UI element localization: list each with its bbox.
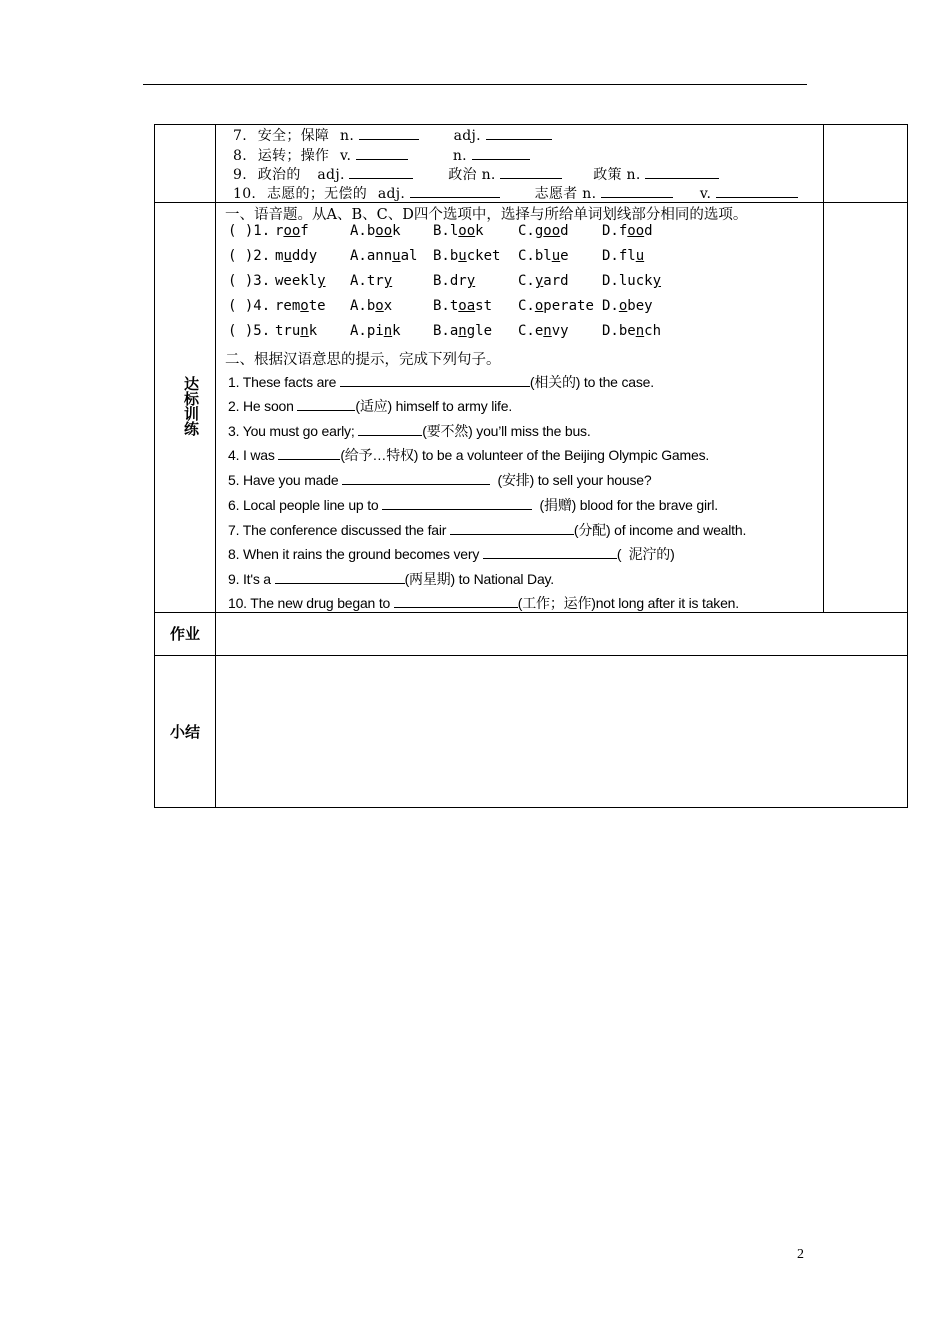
phonetic-question	[0, 248, 700, 268]
sentence-text: 8. When it rains the ground becomes very	[228, 546, 483, 562]
option-a	[350, 248, 417, 264]
underlined-part: o	[375, 298, 384, 314]
underlined-part: o	[618, 298, 628, 314]
word-part: x	[383, 298, 393, 314]
underlined-part: oo	[283, 223, 301, 239]
answer-blank[interactable]	[297, 397, 355, 411]
option-b	[433, 223, 484, 239]
word-part: C.	[518, 298, 535, 314]
underlined-part: u	[635, 248, 645, 264]
word-part: gle	[466, 323, 493, 339]
underlined-part: y	[466, 273, 476, 289]
underlined-part: n	[543, 323, 552, 339]
underlined-part: n	[458, 323, 467, 339]
option-c	[518, 323, 569, 339]
word-part: D.fl	[602, 248, 636, 264]
page-number: 2	[797, 1247, 804, 1262]
question-number: ( )3.	[228, 273, 271, 289]
word-part: cket	[466, 248, 501, 264]
underlined-part: o	[534, 298, 544, 314]
option-c	[518, 223, 569, 239]
sentence-text: 6. Local people line up to	[228, 497, 383, 513]
chinese-hint: (两星期)	[404, 571, 455, 587]
word-part: D.	[602, 298, 619, 314]
vocab-blank	[716, 184, 798, 198]
vocab-line-9	[233, 164, 719, 184]
sentence-text: 2. He soon	[228, 398, 298, 414]
word-part: weekl	[275, 273, 318, 289]
sentence-item	[228, 544, 675, 564]
extra-cell-vocab	[823, 124, 908, 203]
sentence-item	[228, 445, 709, 465]
given-word	[275, 223, 309, 239]
content-cell-homework	[215, 612, 908, 656]
question-number: ( )1.	[228, 223, 271, 239]
word-part: bey	[627, 298, 653, 314]
summary-label: 小结	[169, 723, 200, 741]
given-word	[275, 298, 326, 314]
vocab-pos: 政治 n.	[448, 167, 496, 183]
answer-blank[interactable]	[483, 545, 617, 559]
answer-blank[interactable]	[450, 521, 574, 535]
vocab-pos: n.	[452, 148, 467, 164]
chinese-hint: ( 泥泞的)	[616, 546, 675, 562]
question-number: ( )5.	[228, 323, 271, 339]
word-part: A.ann	[350, 248, 393, 264]
word-part: A.pi	[350, 323, 384, 339]
given-word	[275, 273, 326, 289]
underlined-part: y	[383, 273, 393, 289]
vocab-pos: adj.	[377, 186, 406, 202]
word-part: perate	[543, 298, 594, 314]
sentence-item	[228, 421, 591, 441]
answer-blank[interactable]	[382, 496, 532, 510]
word-part: ard	[543, 273, 569, 289]
chinese-hint: (安排)	[490, 472, 535, 488]
word-part: B.a	[433, 323, 459, 339]
word-part: B.dr	[433, 273, 467, 289]
word-part: al	[400, 248, 418, 264]
vocab-pos: adj.	[453, 128, 481, 144]
option-a	[350, 273, 392, 289]
underlined-part: y	[317, 273, 326, 289]
sentence-text: 10. The new drug began to	[228, 595, 394, 611]
answer-blank[interactable]	[278, 446, 340, 460]
underlined-part: oo	[375, 223, 393, 239]
chinese-hint: (捐赠)	[532, 497, 577, 513]
sentence-text: blood for the brave girl.	[576, 497, 718, 513]
vocab-blank	[356, 146, 408, 160]
vocab-blank	[486, 126, 552, 140]
given-word	[275, 323, 317, 339]
underlined-part: oo	[543, 223, 561, 239]
vocab-blank	[645, 165, 719, 179]
phonetic-question	[0, 323, 700, 343]
sentence-item	[228, 520, 746, 540]
word-part: k	[392, 323, 401, 339]
sentence-item	[228, 396, 512, 416]
sentence-text: to the case.	[580, 374, 654, 390]
word-part: r	[275, 223, 284, 239]
vocab-num: 8.	[233, 148, 247, 164]
underlined-part: oo	[458, 223, 476, 239]
chinese-hint: (工作；运作)	[517, 595, 596, 611]
word-part: k	[308, 323, 318, 339]
vocab-pos: 政策 n.	[593, 167, 641, 183]
vocab-pos: v.	[699, 186, 712, 202]
word-part: C.	[518, 273, 535, 289]
label-cell-vocab	[154, 124, 216, 203]
answer-blank[interactable]	[275, 570, 405, 584]
vocab-blank	[472, 146, 530, 160]
option-d	[602, 223, 653, 239]
word-part: m	[275, 248, 284, 264]
option-b	[433, 273, 475, 289]
word-part: k	[392, 223, 401, 239]
word-part: B.t	[433, 298, 459, 314]
word-part: C.g	[518, 223, 544, 239]
vocab-blank	[349, 165, 413, 179]
vocab-blank	[410, 184, 500, 198]
homework-label: 作业	[169, 625, 200, 643]
phonetic-question	[0, 298, 700, 318]
word-part: e	[560, 248, 569, 264]
sentence-item	[228, 593, 739, 613]
word-part: d	[644, 223, 653, 239]
sentence-item	[228, 569, 554, 589]
sentence-text: 1. These facts are	[228, 374, 340, 390]
sentence-text: to be a volunteer of the Beijing Olympic Games.	[418, 447, 710, 463]
underlined-part: u	[392, 248, 401, 264]
vocab-blank	[500, 165, 562, 179]
section1-heading: 一、语音题。从A、B、C、D四个选项中，选择与所给单词划线部分相同的选项。	[225, 207, 748, 223]
sentence-text: himself to army life.	[391, 398, 513, 414]
word-part: ch	[644, 323, 662, 339]
word-part: D.be	[602, 323, 636, 339]
sentence-text: 9. It's a	[228, 571, 275, 587]
vocab-num: 7.	[233, 128, 247, 144]
phonetic-question	[0, 273, 700, 293]
option-b	[433, 298, 492, 314]
word-part: f	[300, 223, 309, 239]
underlined-part: oo	[627, 223, 645, 239]
sentence-text: not long after it is taken.	[595, 595, 739, 611]
header-rule	[143, 84, 807, 85]
sentence-text: of income and wealth.	[610, 522, 747, 538]
vocab-zh: 志愿的；无偿的	[266, 186, 368, 202]
option-c	[518, 248, 569, 264]
sentence-item	[228, 372, 654, 392]
word-part: te	[308, 298, 326, 314]
vocab-num: 9.	[233, 167, 247, 183]
sentence-text: 5. Have you made	[228, 472, 343, 488]
vocab-pos: n.	[340, 128, 355, 144]
vocab-num: 10.	[233, 186, 257, 202]
vocab-blank	[359, 126, 419, 140]
word-part: d	[560, 223, 569, 239]
vocab-zh: 政治的	[257, 167, 301, 183]
content-cell-summary	[215, 655, 908, 808]
vocab-pos: adj.	[317, 167, 345, 183]
underlined-part: y	[652, 273, 662, 289]
word-part: rem	[275, 298, 301, 314]
option-d	[602, 273, 661, 289]
question-number: ( )4.	[228, 298, 271, 314]
word-part: A.b	[350, 298, 376, 314]
vocab-zh: 运转；操作	[257, 148, 330, 164]
sentence-text: 3. You must go early;	[228, 423, 359, 439]
option-b	[433, 323, 492, 339]
extra-cell-practice	[823, 202, 908, 613]
answer-blank[interactable]	[358, 422, 422, 436]
chinese-hint: (相关的)	[529, 374, 581, 390]
word-part: tru	[275, 323, 301, 339]
vocab-pos: v.	[340, 148, 352, 164]
word-part: vy	[551, 323, 569, 339]
underlined-part: y	[534, 273, 544, 289]
underlined-part: n	[383, 323, 393, 339]
underlined-part: n	[635, 323, 645, 339]
sentence-text: 7. The conference discussed the fair	[228, 522, 450, 538]
answer-blank[interactable]	[394, 594, 518, 608]
vocab-pos: 志愿者 n.	[534, 186, 597, 202]
word-part: ddy	[291, 248, 318, 264]
vocab-line-7	[233, 125, 552, 145]
word-part: B.l	[433, 223, 459, 239]
vocab-zh: 安全；保障	[257, 128, 330, 144]
word-part: D.luck	[602, 273, 653, 289]
answer-blank[interactable]	[340, 373, 530, 387]
sentence-item	[228, 470, 651, 490]
option-d	[602, 248, 644, 264]
option-a	[350, 323, 401, 339]
word-part: k	[475, 223, 484, 239]
word-part: D.f	[602, 223, 628, 239]
vocab-blank	[601, 184, 673, 198]
option-c	[518, 273, 569, 289]
vocab-line-8	[233, 145, 530, 165]
vocab-line-10	[233, 183, 798, 203]
underlined-part: u	[283, 248, 292, 264]
phonetic-question	[0, 223, 700, 243]
option-d	[602, 323, 661, 339]
sentence-text: to sell your house?	[534, 472, 652, 488]
given-word	[275, 248, 317, 264]
option-a	[350, 223, 401, 239]
underlined-part: u	[458, 248, 467, 264]
word-part: A.tr	[350, 273, 384, 289]
chinese-hint: (分配)	[573, 522, 611, 538]
sentence-text: to National Day.	[454, 571, 554, 587]
option-b	[433, 248, 500, 264]
underlined-part: u	[551, 248, 561, 264]
word-part: st	[475, 298, 493, 314]
sentence-item	[228, 495, 718, 515]
section2-heading: 二、根据汉语意思的提示，完成下列句子。	[225, 352, 501, 368]
sentence-text: you’ll miss the bus.	[472, 423, 591, 439]
option-d	[602, 298, 653, 314]
option-c	[518, 298, 594, 314]
word-part: C.bl	[518, 248, 552, 264]
word-part: C.e	[518, 323, 544, 339]
underlined-part: o	[300, 298, 309, 314]
question-number: ( )2.	[228, 248, 271, 264]
word-part: A.b	[350, 223, 376, 239]
option-a	[350, 298, 392, 314]
underlined-part: n	[300, 323, 309, 339]
chinese-hint: (适应)	[355, 398, 392, 414]
sentence-text: 4. I was	[228, 447, 279, 463]
word-part: B.b	[433, 248, 459, 264]
answer-blank[interactable]	[342, 471, 490, 485]
practice-label: 达标训练	[182, 376, 200, 436]
underlined-part: oa	[458, 298, 476, 314]
chinese-hint: (要不然)	[422, 423, 473, 439]
chinese-hint: (给予…特权)	[340, 447, 419, 463]
